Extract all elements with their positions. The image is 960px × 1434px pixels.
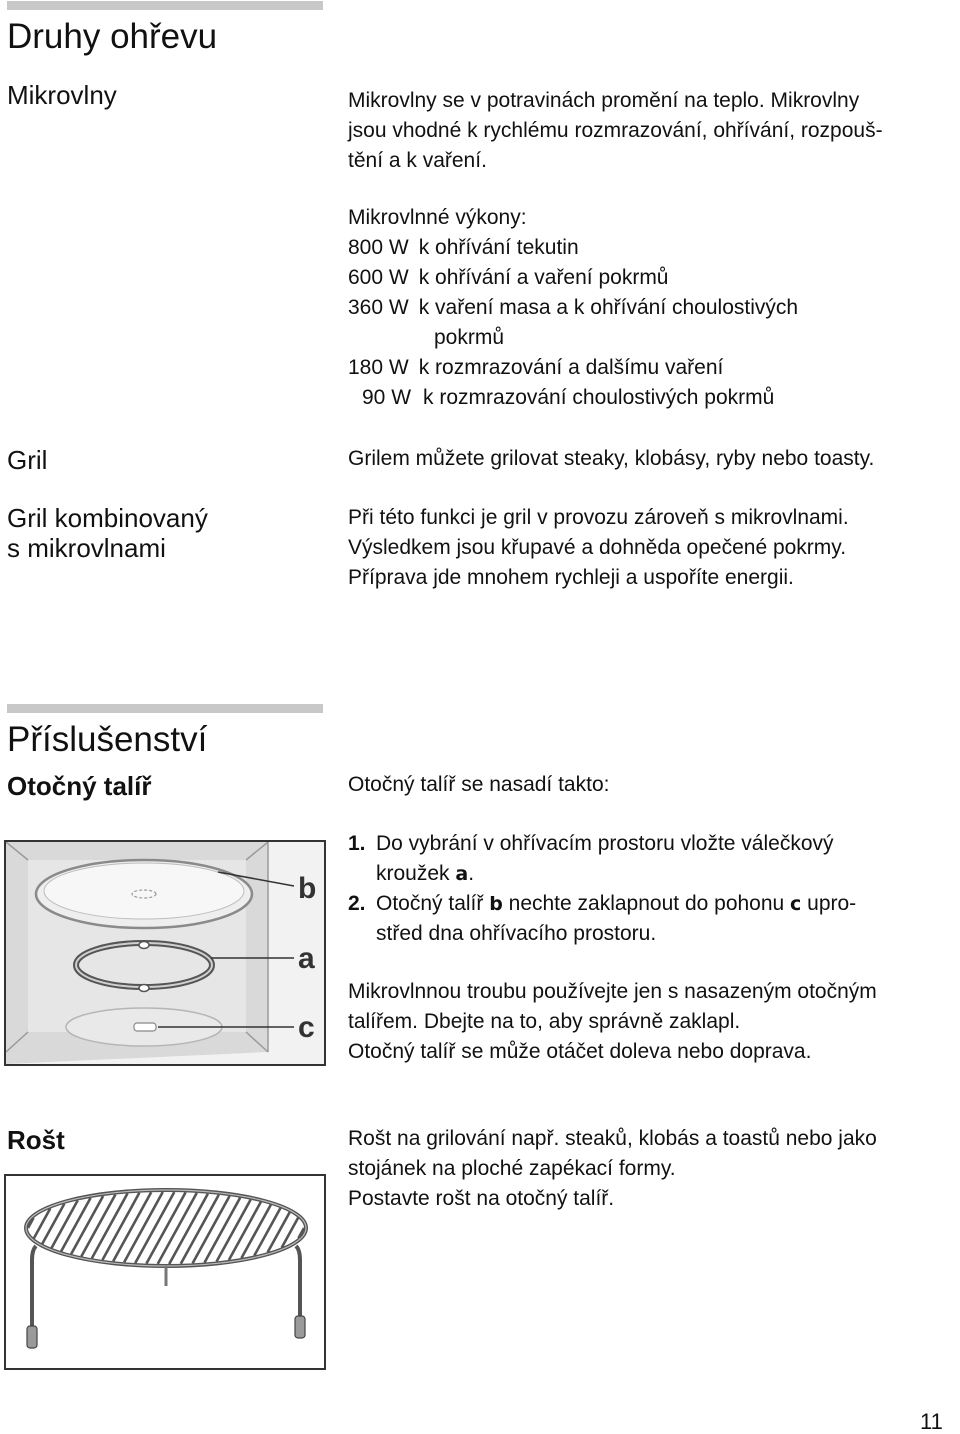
- text-line: talířem. Dbejte na to, aby správně zaklapl.: [348, 1010, 741, 1033]
- heading-microwave: Mikrovlny: [7, 80, 117, 110]
- text-line: Otočný talíř se může otáčet doleva nebo doprava.: [348, 1040, 812, 1063]
- label-a: a: [298, 942, 315, 975]
- power-row: [348, 383, 798, 413]
- text-line: tění a k vaření.: [348, 149, 487, 172]
- power-text: k rozmrazování a dalšímu vaření: [418, 356, 724, 379]
- power-row: [348, 293, 798, 323]
- text-line: Mikrovlny se v potravinách promění na teplo. Mikrovlny: [348, 89, 860, 112]
- power-watt: 90 W: [362, 386, 412, 409]
- turntable-note: [348, 977, 877, 1067]
- text-line: Mikrovlnnou troubu používejte jen s nasazeným otočným: [348, 980, 877, 1003]
- step-text: Otočný talíř: [376, 892, 490, 915]
- heading-grill-combo: [7, 503, 208, 563]
- power-text-cont: pokrmů: [434, 326, 505, 349]
- step-text: upro-: [801, 892, 857, 915]
- text-line: Rošt na grilování např. steaků, klobás a toastů nebo jako: [348, 1127, 877, 1150]
- power-watt: 800 W: [348, 236, 409, 259]
- section-bar: [7, 1, 323, 10]
- step-number: 1.: [348, 832, 366, 855]
- heading-line: Gril kombinovaný: [7, 503, 208, 533]
- step-2-cont: střed dna ohřívacího prostoru.: [376, 922, 657, 945]
- part-letter-c: c: [790, 893, 802, 915]
- text-line: Postavte rošt na otočný talíř.: [348, 1187, 615, 1210]
- power-text: k ohřívání a vaření pokrmů: [418, 266, 669, 289]
- microwave-powers: [348, 203, 798, 413]
- step-text: kroužek: [376, 862, 456, 885]
- text-line: Při této funkci je gril v provozu zároveň s mikrovlnami.: [348, 506, 849, 529]
- turntable-intro: Otočný talíř se nasadí takto:: [348, 773, 610, 796]
- heading-line: s mikrovlnami: [7, 533, 166, 563]
- drive-coupling: [134, 1023, 156, 1031]
- section-title-heating: Druhy ohřevu: [7, 17, 218, 56]
- text-line: Výsledkem jsou křupavé a dohněda opečené pokrmy.: [348, 536, 847, 559]
- heading-grill: Gril: [7, 445, 48, 475]
- power-row: [348, 233, 798, 263]
- power-row: [348, 353, 798, 383]
- power-watt: 360 W: [348, 296, 409, 319]
- rack-foot: [295, 1316, 305, 1338]
- part-letter-b: b: [489, 893, 503, 915]
- turntable-drawing: [6, 842, 324, 1064]
- step-text: nechte zaklapnout do pohonu: [502, 892, 791, 915]
- step-1-cont: [348, 859, 856, 889]
- rack-illustration: [4, 1174, 326, 1370]
- power-text: k ohřívání tekutin: [418, 236, 579, 259]
- page-number: 11: [920, 1409, 943, 1434]
- heading-rack: Rošt: [7, 1125, 65, 1155]
- rack-foot: [27, 1326, 37, 1348]
- roller-wheel: [139, 985, 149, 992]
- power-text: k rozmrazování choulostivých pokrmů: [423, 386, 775, 409]
- grill-combo-description: [348, 503, 849, 593]
- rack-description: [348, 1124, 877, 1214]
- label-c: c: [298, 1011, 315, 1044]
- step-text: Do vybrání v ohřívacím prostoru vložte válečkový: [376, 832, 834, 855]
- powers-label: Mikrovlnné výkony:: [348, 206, 527, 229]
- turntable-steps: [348, 829, 856, 949]
- text-line: stojánek na ploché zapékací formy.: [348, 1157, 676, 1180]
- section-bar: [7, 704, 323, 713]
- step-text: .: [468, 862, 475, 885]
- roller-wheel: [139, 942, 149, 949]
- power-row: [348, 263, 798, 293]
- glass-plate-rim: [44, 863, 244, 919]
- label-b: b: [298, 872, 317, 905]
- grill-description: Grilem můžete grilovat steaky, klobásy, ryby nebo toasty.: [348, 447, 875, 470]
- text-line: jsou vhodné k rychlému rozmrazování, ohřívání, rozpouš-: [348, 119, 883, 142]
- turntable-illustration: [4, 840, 326, 1066]
- power-watt: 180 W: [348, 356, 409, 379]
- power-watt: 600 W: [348, 266, 409, 289]
- text-line: Příprava jde mnohem rychleji a uspoříte energii.: [348, 566, 794, 589]
- step-2: [348, 889, 856, 919]
- rack-drawing: [6, 1176, 324, 1368]
- step-number: 2.: [348, 892, 366, 915]
- microwave-description: [348, 86, 883, 176]
- section-title-accessories: Příslušenství: [7, 720, 208, 759]
- part-letter-a: a: [455, 863, 469, 885]
- step-1: [348, 829, 856, 859]
- power-text: k vaření masa a k ohřívání choulostivých: [418, 296, 799, 319]
- heading-turntable: Otočný talíř: [7, 771, 152, 801]
